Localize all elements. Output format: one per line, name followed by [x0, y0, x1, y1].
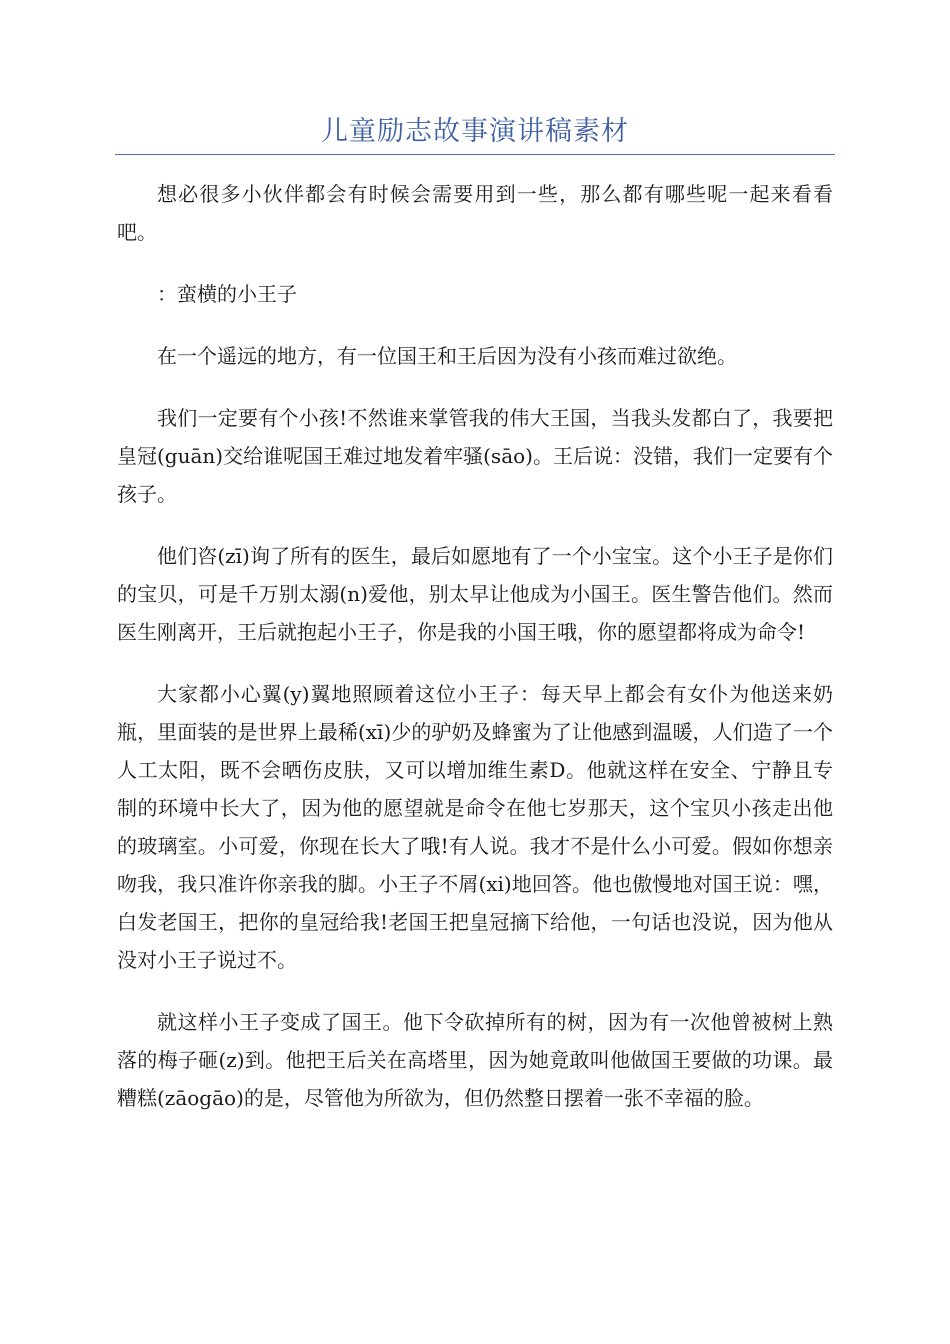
paragraph: 在一个遥远的地方，有一位国王和王后因为没有小孩而难过欲绝。: [157, 344, 737, 368]
paragraph: 我们一定要有个小孩!不然谁来掌管我的伟大王国，当我头发都白了，我要把皇冠(guān)交给谁呢国王难过地发着牢骚(sāo)。王后说：没错，我们一定要有个孩子。: [117, 406, 833, 506]
paragraph-story-heading: ：蛮横的小王子: [157, 282, 297, 306]
document-title: 儿童励志故事演讲稿素材: [321, 116, 629, 147]
title-underline: [115, 154, 835, 155]
paragraph: 大家都小心翼(y)翼地照顾着这位小王子：每天早上都会有女仆为他送来奶瓶，里面装的是世界上最稀(xī)少的驴奶及蜂蜜为了让他感到温暖，人们造了一个人工太阳，既不会晒伤皮肤，又可以增加维生素D。他就这样在安全、宁静且专制的环境中长大了，因为他的愿望就是命令在他七岁那天，这个宝贝小孩走出他的玻璃室。小可爱，你现在长大了哦!有人说。我才不是什么小可爱。假如你想亲吻我，我只准许你亲我的脚。小王子不屑(xi)地回答。他也傲慢地对国王说：嘿，白发老国王，把你的皇冠给我!老国王把皇冠摘下给他，一句话也没说，因为他从没对小王子说过不。: [117, 682, 833, 972]
document-body: [117, 175, 833, 1141]
paragraph: 他们咨(zī)询了所有的医生，最后如愿地有了一个小宝宝。这个小王子是你们的宝贝，可是千万别太溺(n)爱他，别太早让他成为小国王。医生警告他们。然而医生刚离开，王后就抱起小王子，你是我的小国王哦，你的愿望都将成为命令!: [117, 544, 833, 644]
paragraph: 就这样小王子变成了国王。他下令砍掉所有的树，因为有一次他曾被树上熟落的梅子砸(z)到。他把王后关在高塔里，因为她竟敢叫他做国王要做的功课。最糟糕(zāogāo)的是，尽管他为所欲为，但仍然整日摆着一张不幸福的脸。: [117, 1010, 833, 1110]
paragraph-intro: 想必很多小伙伴都会有时候会需要用到一些，那么都有哪些呢一起来看看吧。: [117, 182, 833, 244]
